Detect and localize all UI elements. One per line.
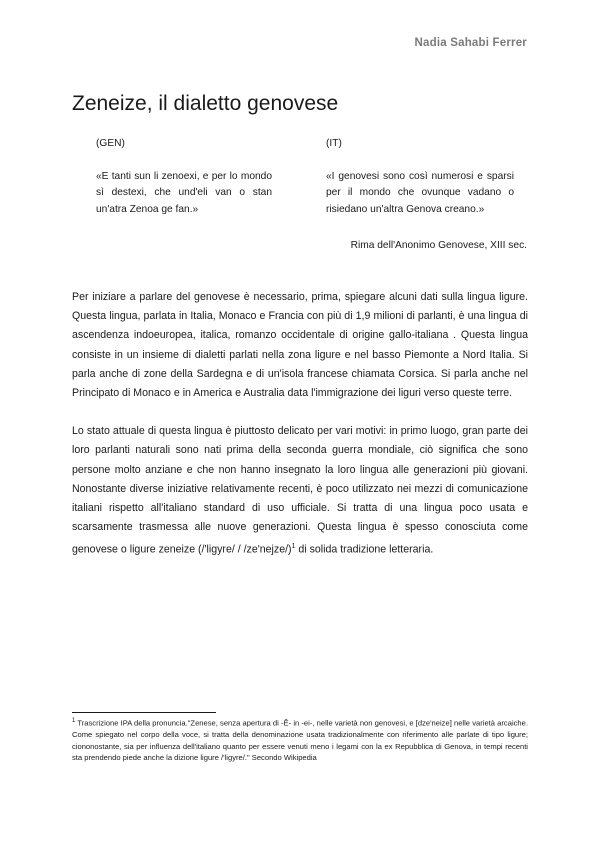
footnote-divider [72,712,216,713]
quote-genovese-text: «E tanti sun li zenoexi, e per lo mondo sì destexi, che und'eli van o stan un'atra Zenoa ge fan.» [96,170,272,215]
footnote-text: Trascrizione IPA della pronuncia."Zenese, senza apertura di -Ê- in -ei-, nelle varietà non genovesi, e [dze'neize] nelle varietà arcaiche. Come spiegato nel corpo della voce, si tratta della denominazione usata tradizionalmente con riferimento alle parlate di tipo ligure; ciononostante, sia per influenza dell'italiano quanto per essere venuti meno i legami con la ex Repubblica di Genova, in tempi recenti sta prendendo piede anche la dizione ligure /'ligyre/." Secondo Wikipedia [72,718,528,763]
header-author: Nadia Sahabi Ferrer [414,37,527,49]
paragraph-2 [72,422,528,560]
footnote-marker: 1 [72,718,76,724]
paragraph-2-end: di solida tradizione letteraria. [295,543,434,556]
quote-genovese-label: (GEN) [96,138,125,149]
body-text [72,288,528,579]
footnote [72,716,528,764]
quote-italian-text: «I genovesi sono così numerosi e sparsi per il mondo che ovunque vadano o risiedano un'altra Genova creano.» [326,170,514,215]
paragraph-1: Per iniziare a parlare del genovese è necessario, prima, spiegare alcuni dati sulla lingua ligure. Questa lingua, parlata in Italia, Monaco e Francia con più di 1,9 milioni di parlanti, è una lingua di ascendenza indoeuropea, italica, romanzo occidentale di origine gallo-italiana . Questa lingua consiste in un insieme di dialetti parlati nella zona ligure e nel basso Piemonte a Nord Italia. Si parla anche di zone della Sardegna e di un'isola francese chiamata Corsica. Si parla anche nel Principato di Monaco e in America e Australia data l'immigrazione dei liguri verso queste terre. [72,291,528,400]
quote-attribution: Rima dell'Anonimo Genovese, XIII sec. [350,240,527,251]
page-title: Zeneize, il dialetto genovese [72,92,339,115]
quote-italian [326,136,514,218]
quote-genovese [96,136,272,218]
quote-italian-label: (IT) [326,138,342,149]
paragraph-2-text: Lo stato attuale di questa lingua è piuttosto delicato per vari motivi: in primo luogo, gran parte dei loro parlanti naturali sono nati prima della seconda guerra mondiale, ciò significa che sono persone molto anziane e che non hanno insegnato la loro lingua alle generazioni più giovani. Nonostante diverse iniziative relativamente recenti, è poco utilizzato nei mezzi di comunicazione italiani rispetto all'italiano standard di uso ufficiale. Si tratta di una lingua poco usata e scarsamente trasmessa alle nuove generazioni. Questa lingua è spesso conosciuta come genovese o ligure zeneize (/'ligyre/ / /ze'nejze/) [72,425,528,556]
footnote-ref[interactable]: 1 [291,543,296,551]
